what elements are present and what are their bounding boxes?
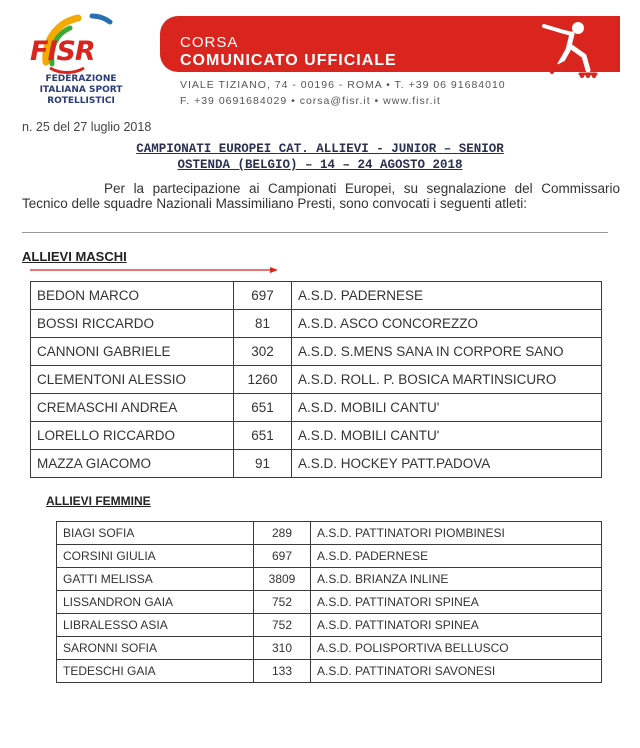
intro-paragraph xyxy=(22,181,620,211)
athlete-club: A.S.D. PATTINATORI SPINEA xyxy=(311,614,602,637)
logo-wordmark: FISR xyxy=(30,36,95,67)
athlete-name: BOSSI RICCARDO xyxy=(31,310,234,338)
address-line-1: VIALE TIZIANO, 74 - 00196 - ROMA • T. +39 06 91684010 xyxy=(180,79,506,91)
table-row xyxy=(31,366,602,394)
athlete-name: CREMASCHI ANDREA xyxy=(31,394,234,422)
athlete-name: LIBRALESSO ASIA xyxy=(57,614,254,637)
athlete-name: TEDESCHI GAIA xyxy=(57,660,254,683)
skater-icon xyxy=(534,12,604,78)
table-row xyxy=(57,522,602,545)
athlete-number: 91 xyxy=(234,450,292,478)
heading-line-1: CAMPIONATI EUROPEI CAT. ALLIEVI - JUNIOR – SENIOR xyxy=(136,142,504,156)
athlete-club: A.S.D. HOCKEY PATT.PADOVA xyxy=(292,450,602,478)
athlete-club: A.S.D. MOBILI CANTU' xyxy=(292,422,602,450)
allievi-maschi-table xyxy=(30,281,602,478)
athlete-club: A.S.D. BRIANZA INLINE xyxy=(311,568,602,591)
athlete-name: BIAGI SOFIA xyxy=(57,522,254,545)
athlete-name: LISSANDRON GAIA xyxy=(57,591,254,614)
red-underline xyxy=(30,267,280,273)
table-row xyxy=(57,637,602,660)
table-row xyxy=(31,310,602,338)
banner-title: COMUNICATO UFFICIALE xyxy=(180,52,397,69)
table-row xyxy=(57,545,602,568)
table-row xyxy=(31,450,602,478)
athlete-name: GATTI MELISSA xyxy=(57,568,254,591)
section-title-allievi-maschi: ALLIEVI MASCHI xyxy=(22,249,127,264)
heading-line-2: OSTENDA (BELGIO) – 14 – 24 AGOSTO 2018 xyxy=(177,158,463,172)
allievi-femmine-table xyxy=(56,521,602,683)
athlete-club: A.S.D. PATTINATORI SPINEA xyxy=(311,591,602,614)
intro-text: Per la partecipazione ai Campionati Europei, su segnalazione del Commissario Tecnico delle squadre Nazionali Massimiliano Presti, sono convocati i seguenti atleti: xyxy=(22,181,620,211)
table-row xyxy=(31,394,602,422)
table-row xyxy=(57,614,602,637)
table-row xyxy=(57,660,602,683)
table-row xyxy=(57,591,602,614)
athlete-number: 651 xyxy=(234,422,292,450)
athlete-name: SARONNI SOFIA xyxy=(57,637,254,660)
athlete-club: A.S.D. MOBILI CANTU' xyxy=(292,394,602,422)
athlete-name: BEDON MARCO xyxy=(31,282,234,310)
header-address xyxy=(180,77,506,109)
logo-subtitle: FEDERAZIONE ITALIANA SPORT ROTELLISTICI xyxy=(39,74,123,106)
athlete-club: A.S.D. PATTINATORI PIOMBINESI xyxy=(311,522,602,545)
athlete-name: CLEMENTONI ALESSIO xyxy=(31,366,234,394)
athlete-number: 697 xyxy=(234,282,292,310)
banner-corsa-label: CORSA xyxy=(180,34,239,51)
fisr-logo xyxy=(30,10,160,120)
divider xyxy=(22,232,608,233)
athlete-name: CORSINI GIULIA xyxy=(57,545,254,568)
athlete-number: 651 xyxy=(234,394,292,422)
athlete-name: CANNONI GABRIELE xyxy=(31,338,234,366)
athlete-number: 752 xyxy=(254,591,311,614)
athlete-number: 752 xyxy=(254,614,311,637)
athlete-club: A.S.D. PADERNESE xyxy=(311,545,602,568)
athlete-number: 133 xyxy=(254,660,311,683)
athlete-club: A.S.D. ROLL. P. BOSICA MARTINSICURO xyxy=(292,366,602,394)
athlete-club: A.S.D. ASCO CONCOREZZO xyxy=(292,310,602,338)
athlete-name: MAZZA GIACOMO xyxy=(31,450,234,478)
communique-number-date: n. 25 del 27 luglio 2018 xyxy=(22,120,152,134)
table-row xyxy=(57,568,602,591)
section-title-allievi-femmine: ALLIEVI FEMMINE xyxy=(46,494,151,508)
table-row xyxy=(31,338,602,366)
athlete-number: 3809 xyxy=(254,568,311,591)
athlete-number: 81 xyxy=(234,310,292,338)
athlete-club: A.S.D. PATTINATORI SAVONESI xyxy=(311,660,602,683)
athlete-number: 289 xyxy=(254,522,311,545)
athlete-name: LORELLO RICCARDO xyxy=(31,422,234,450)
address-line-2: F. +39 0691684029 • corsa@fisr.it • www.fisr.it xyxy=(180,95,441,107)
athlete-number: 310 xyxy=(254,637,311,660)
table-row xyxy=(31,282,602,310)
athlete-club: A.S.D. POLISPORTIVA BELLUSCO xyxy=(311,637,602,660)
athlete-number: 1260 xyxy=(234,366,292,394)
athlete-number: 302 xyxy=(234,338,292,366)
athlete-club: A.S.D. S.MENS SANA IN CORPORE SANO xyxy=(292,338,602,366)
athlete-number: 697 xyxy=(254,545,311,568)
athlete-club: A.S.D. PADERNESE xyxy=(292,282,602,310)
table-row xyxy=(31,422,602,450)
